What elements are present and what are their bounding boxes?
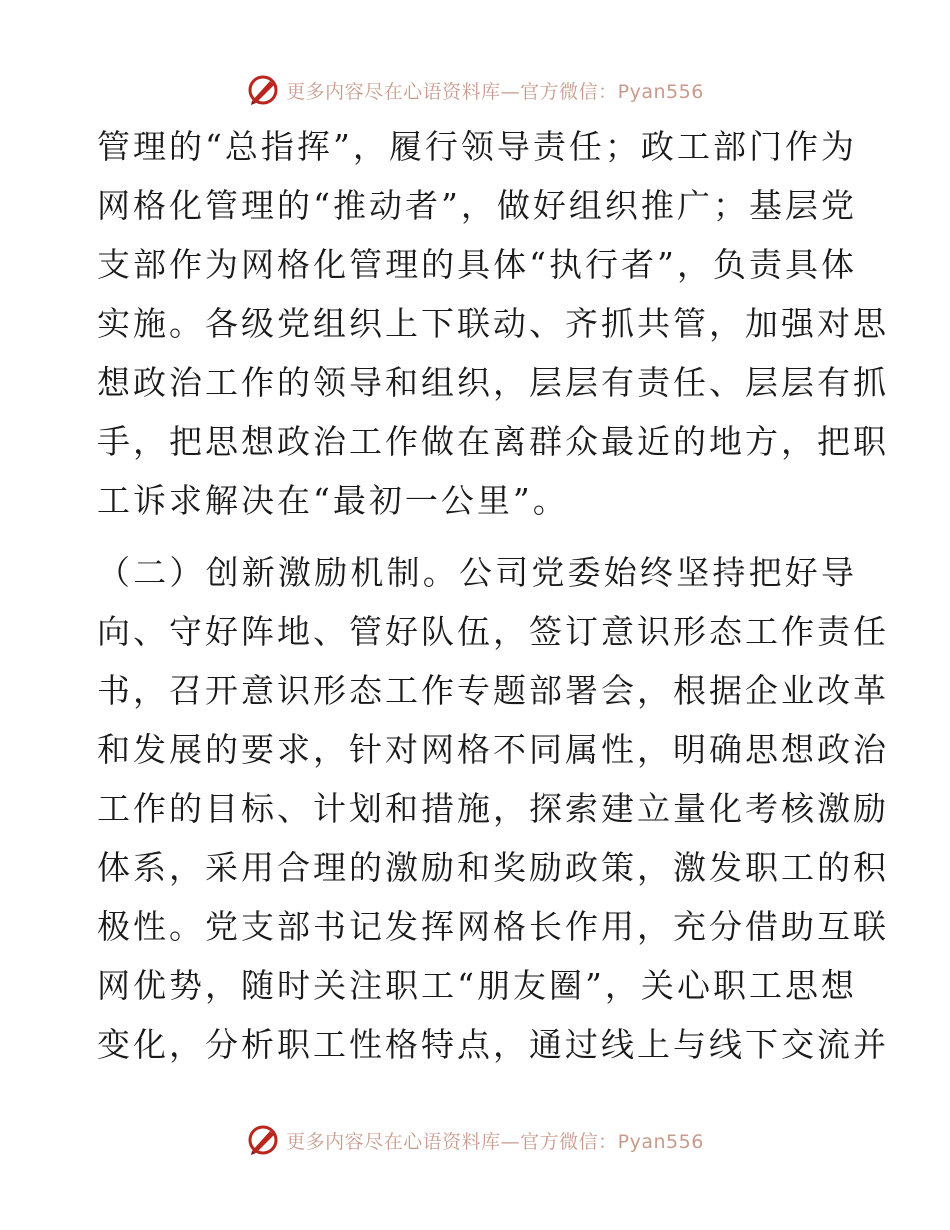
text-line: 工诉求解决在“最初一公里”。 (97, 481, 569, 520)
paragraph-1 (97, 117, 889, 530)
pen-logo-icon (246, 1123, 280, 1157)
header-banner-text (286, 77, 704, 104)
text-line: 手，把思想政治工作做在离群众最近的地方，把职 (97, 422, 889, 461)
footer-banner-text (286, 1127, 704, 1154)
text-line: 向、守好阵地、管好队伍，签订意识形态工作责任 (97, 612, 889, 651)
text-line: 管理的“总指挥”，履行领导责任；政工部门作为 (97, 127, 857, 166)
paragraph-2 (97, 543, 889, 1074)
footer-banner (0, 1120, 950, 1160)
footer-banner-label: 更多内容尽在心语资料库—官方微信： (286, 1130, 618, 1153)
text-line: （二）创新激励机制。公司党委始终坚持把好导 (97, 553, 857, 592)
text-line: 网格化管理的“推动者”，做好组织推广；基层党 (97, 186, 857, 225)
text-line: 网优势，随时关注职工“朋友圈”，关心职工思想 (97, 966, 857, 1005)
header-banner-handle: Pyan556 (617, 80, 704, 103)
header-banner-label: 更多内容尽在心语资料库—官方微信： (286, 80, 618, 103)
text-line: 变化，分析职工性格特点，通过线上与线下交流并 (97, 1025, 889, 1064)
header-banner (0, 70, 950, 110)
text-line: 实施。各级党组织上下联动、齐抓共管，加强对思 (97, 304, 889, 343)
text-line: 极性。党支部书记发挥网格长作用，充分借助互联 (97, 907, 889, 946)
text-line: 书，召开意识形态工作专题部署会，根据企业改革 (97, 671, 889, 710)
text-line: 想政治工作的领导和组织，层层有责任、层层有抓 (97, 363, 889, 402)
footer-banner-handle: Pyan556 (617, 1130, 704, 1153)
text-line: 和发展的要求，针对网格不同属性，明确思想政治 (97, 730, 889, 769)
pen-logo-icon (246, 73, 280, 107)
text-line: 工作的目标、计划和措施，探索建立量化考核激励 (97, 789, 889, 828)
text-line: 支部作为网格化管理的具体“执行者”，负责具体 (97, 245, 857, 284)
text-line: 体系，采用合理的激励和奖励政策，激发职工的积 (97, 848, 889, 887)
